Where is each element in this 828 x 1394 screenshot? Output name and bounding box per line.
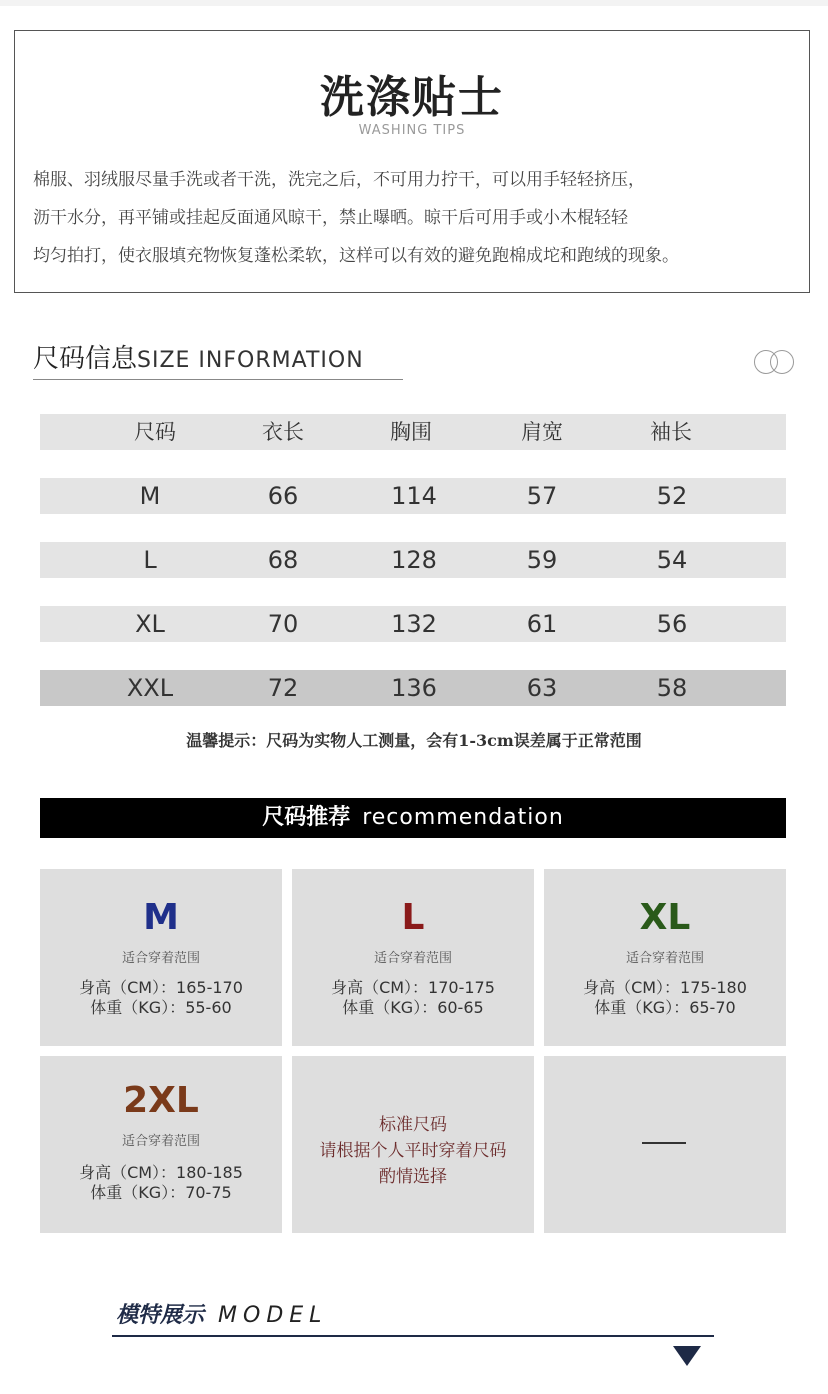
down-arrow-icon bbox=[673, 1346, 701, 1366]
table-cell: M bbox=[139, 482, 161, 510]
size-info-title-zh: 尺码信息 bbox=[33, 344, 138, 374]
top-divider bbox=[0, 0, 828, 6]
washing-tips-box bbox=[14, 30, 810, 293]
note-line: 请根据个人平时穿着尺码 bbox=[319, 1141, 507, 1161]
card-weight: 体重（KG）：65-70 bbox=[594, 998, 736, 1017]
size-hint: 温馨提示：尺码为实物人工测量，会有1-3cm误差属于正常范围 bbox=[186, 731, 642, 750]
size-card-l bbox=[292, 869, 534, 1046]
header-cell: 胸围 bbox=[390, 420, 432, 444]
header-cell: 尺码 bbox=[134, 420, 176, 444]
size-note-card bbox=[292, 1056, 534, 1233]
model-title-zh: 模特展示 bbox=[116, 1303, 205, 1328]
recommendation-title-en: recommendation bbox=[362, 805, 564, 830]
table-cell: 70 bbox=[267, 610, 299, 638]
model-title-en: MODEL bbox=[218, 1303, 328, 1328]
table-cell: 114 bbox=[391, 482, 437, 510]
table-cell: 56 bbox=[656, 610, 688, 638]
table-cell: 58 bbox=[656, 674, 688, 702]
model-underline bbox=[112, 1335, 714, 1337]
size-info-underline bbox=[33, 379, 403, 380]
table-cell: 136 bbox=[391, 674, 437, 702]
table-cell: 66 bbox=[267, 482, 299, 510]
size-card-m bbox=[40, 869, 282, 1046]
washing-tips-subtitle: WASHING TIPS bbox=[358, 123, 466, 138]
table-cell: 52 bbox=[656, 482, 688, 510]
table-cell: 72 bbox=[267, 674, 299, 702]
card-weight: 体重（KG）：55-60 bbox=[90, 998, 232, 1017]
empty-card bbox=[544, 1056, 786, 1233]
table-cell: 128 bbox=[391, 546, 437, 574]
size-info-heading bbox=[33, 338, 364, 375]
card-size-label: M bbox=[143, 897, 179, 938]
note-line: 标准尺码 bbox=[379, 1115, 447, 1135]
table-row bbox=[40, 670, 786, 706]
card-size-label: L bbox=[401, 897, 425, 938]
model-heading bbox=[116, 1298, 327, 1329]
card-size-label: XL bbox=[639, 897, 691, 938]
card-height: 身高（CM）：165-170 bbox=[79, 978, 243, 997]
card-weight: 体重（KG）：60-65 bbox=[342, 998, 484, 1017]
header-cell: 肩宽 bbox=[521, 420, 563, 444]
washing-tips-line: 棉服、羽绒服尽量手洗或者干洗，洗完之后，不可用力拧干，可以用手轻轻挤压， bbox=[33, 170, 645, 190]
washing-tips-line: 均匀拍打，使衣服填充物恢复蓬松柔软，这样可以有效的避免跑棉成坨和跑绒的现象。 bbox=[33, 246, 679, 266]
table-cell: 68 bbox=[267, 546, 299, 574]
recommendation-title-zh: 尺码推荐 bbox=[262, 805, 351, 830]
size-card-2xl bbox=[40, 1056, 282, 1233]
table-cell: 61 bbox=[526, 610, 558, 638]
card-height: 身高（CM）：175-180 bbox=[583, 978, 747, 997]
table-cell: 59 bbox=[526, 546, 558, 574]
header-cell: 袖长 bbox=[650, 420, 692, 444]
table-cell: 57 bbox=[526, 482, 558, 510]
card-height: 身高（CM）：180-185 bbox=[79, 1163, 243, 1182]
card-range-label: 适合穿着范围 bbox=[625, 951, 704, 966]
card-weight: 体重（KG）：70-75 bbox=[90, 1183, 232, 1202]
dash-divider bbox=[642, 1142, 686, 1144]
size-table-header bbox=[40, 414, 786, 450]
table-cell: 63 bbox=[526, 674, 558, 702]
washing-tips-line: 沥干水分，再平铺或挂起反面通风晾干，禁止曝晒。晾干后可用手或小木棍轻轻 bbox=[33, 208, 628, 228]
size-info-title-en: SIZE INFORMATION bbox=[137, 348, 364, 373]
card-range-label: 适合穿着范围 bbox=[121, 951, 200, 966]
card-range-label: 适合穿着范围 bbox=[373, 951, 452, 966]
rings-icon bbox=[754, 350, 798, 376]
note-line: 酌情选择 bbox=[379, 1167, 447, 1187]
table-row bbox=[40, 478, 786, 514]
table-cell: XL bbox=[135, 610, 165, 638]
washing-tips-title: 洗涤贴士 bbox=[320, 72, 504, 123]
table-row bbox=[40, 606, 786, 642]
washing-tips-text bbox=[33, 161, 799, 275]
card-height: 身高（CM）：170-175 bbox=[331, 978, 495, 997]
table-cell: XXL bbox=[126, 674, 174, 702]
table-cell: L bbox=[143, 546, 157, 574]
header-cell: 衣长 bbox=[262, 420, 304, 444]
table-cell: 54 bbox=[656, 546, 688, 574]
table-cell: 132 bbox=[391, 610, 437, 638]
recommendation-banner bbox=[40, 798, 786, 838]
card-size-label: 2XL bbox=[123, 1080, 199, 1121]
card-range-label: 适合穿着范围 bbox=[121, 1134, 200, 1149]
table-row bbox=[40, 542, 786, 578]
size-card-xl bbox=[544, 869, 786, 1046]
